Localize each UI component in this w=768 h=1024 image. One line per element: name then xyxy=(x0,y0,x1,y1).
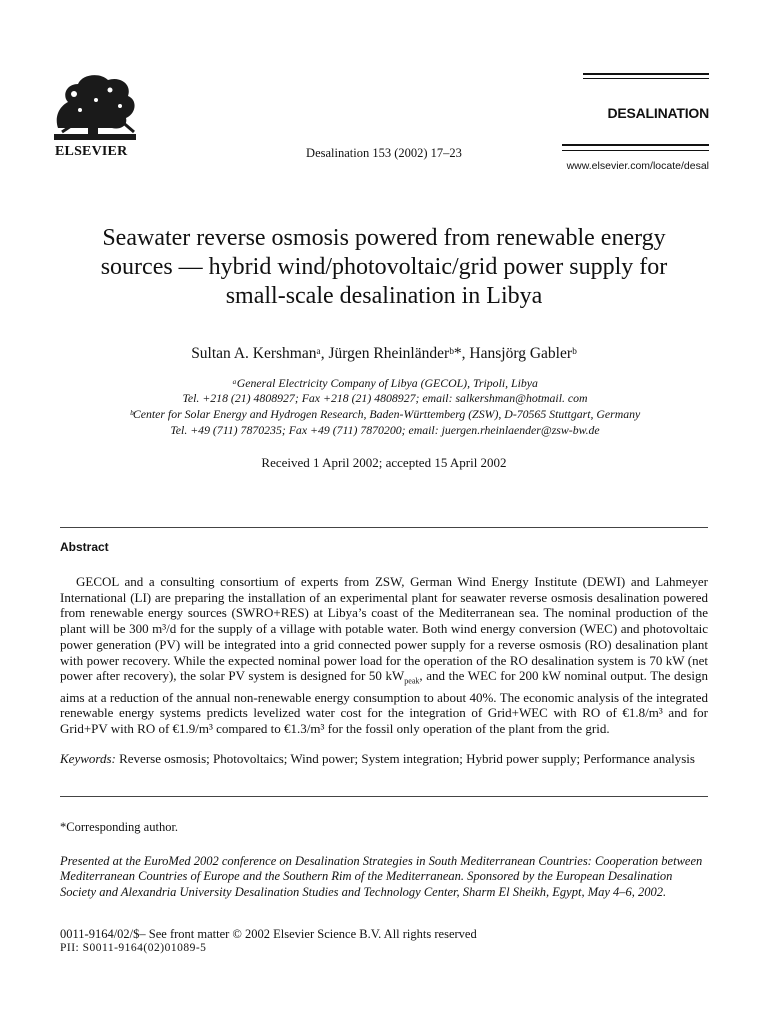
header-rule xyxy=(562,150,709,151)
header-rule xyxy=(583,78,709,79)
header-rule xyxy=(583,73,709,75)
footnote-divider xyxy=(60,796,708,797)
title-line: small-scale desalination in Libya xyxy=(225,283,543,309)
conference-note: Presented at the EuroMed 2002 conference on Desalination Strategies in South Mediterranean Countries: Cooperation between Mediterranean Countries of Europe and the Southern Rim of the Mediterranean. Sponsored by the European Desalination Society and Alexandria University Desalination Studies and Technology Center, Sharm El Sheikh, Egypt, May 4–6, 2002. xyxy=(60,854,703,899)
author-list: Sultan A. Kershmanᵃ, Jürgen Rheinländerᵇ*, Hansjörg Gablerᵇ xyxy=(191,345,577,362)
keywords xyxy=(60,751,768,767)
section-divider xyxy=(60,527,708,528)
corresponding-author-note: *Corresponding author. xyxy=(60,820,179,834)
header-rule xyxy=(562,144,709,146)
journal-citation: Desalination 153 (2002) 17–23 xyxy=(306,146,462,160)
journal-name: DESALINATION xyxy=(607,105,709,121)
journal-url[interactable]: www.elsevier.com/locate/desal xyxy=(566,160,709,172)
abstract-text xyxy=(60,574,708,737)
affiliation-b: ᵇCenter for Solar Energy and Hydrogen Research, Baden-Württemberg (ZSW), D-70565 Stuttgart, Germany xyxy=(129,407,641,421)
abstract-text-part: , and the WEC for 200 kW nominal output. The design aims at a reduction of the annual non-renewable energy consumption to about 40%. The economic analysis of the integrated renewable energy systems predicts levelized water cost for the integration of Grid+WEC with RO of €1.8/m³ and for Grid+PV with RO of €1.9/m³ compared to €1.3/m³ for the fossil only operation of the plant from the grid. xyxy=(60,668,708,736)
abstract-text-part: GECOL and a consulting consortium of experts from ZSW, German Wind Energy Institute (DEWI) and Lahmeyer International (LI) are preparing the installation of an experimental plant for seawater reverse osmosis desalination powered from renewable energy sources (SWRO+RES) at Libya’s coast of the Mediterranean sea. The nominal production of the plant will be 300 m³/d for the supply of a village with potable water. Both wind energy conversion (WEC) and photovoltaic power generation (PV) will be integrated into a grid connected power supply for a reverse osmosis (RO) desalination plant with power recovery. While the expected nominal power load for the operation of the RO desalination system is 70 kW (net power after recovery), the solar PV system is designed for 50 kW xyxy=(60,574,708,684)
article-title xyxy=(60,224,708,311)
copyright-line: 0011-9164/02/$– See front matter © 2002 Elsevier Science B.V. All rights reserved xyxy=(60,927,477,941)
received-dates: Received 1 April 2002; accepted 15 April 2002 xyxy=(261,455,507,470)
keywords-text: Reverse osmosis; Photovoltaics; Wind power; System integration; Hybrid power supply; Performance analysis xyxy=(115,751,695,766)
pii-line: PII: S0011-9164(02)01089-5 xyxy=(60,942,207,954)
peak-subscript: peak xyxy=(404,676,420,686)
affiliation-b-contact: Tel. +49 (711) 7870235; Fax +49 (711) 7870200; email: juergen.rheinlaender@zsw-bw.de xyxy=(170,423,600,437)
abstract-heading: Abstract xyxy=(60,540,109,554)
elsevier-tree-logo xyxy=(50,70,140,142)
title-line: Seawater reverse osmosis powered from renewable energy xyxy=(102,225,666,251)
publisher-name: ELSEVIER xyxy=(55,144,128,159)
title-line: sources — hybrid wind/photovoltaic/grid power supply for xyxy=(100,254,668,280)
affiliation-a-contact: Tel. +218 (21) 4808927; Fax +218 (21) 4808927; email: salkershman@hotmail. com xyxy=(182,391,588,405)
affiliation-a: ᵃGeneral Electricity Company of Libya (GECOL), Tripoli, Libya xyxy=(232,376,538,390)
keywords-label: Keywords: xyxy=(60,751,116,766)
